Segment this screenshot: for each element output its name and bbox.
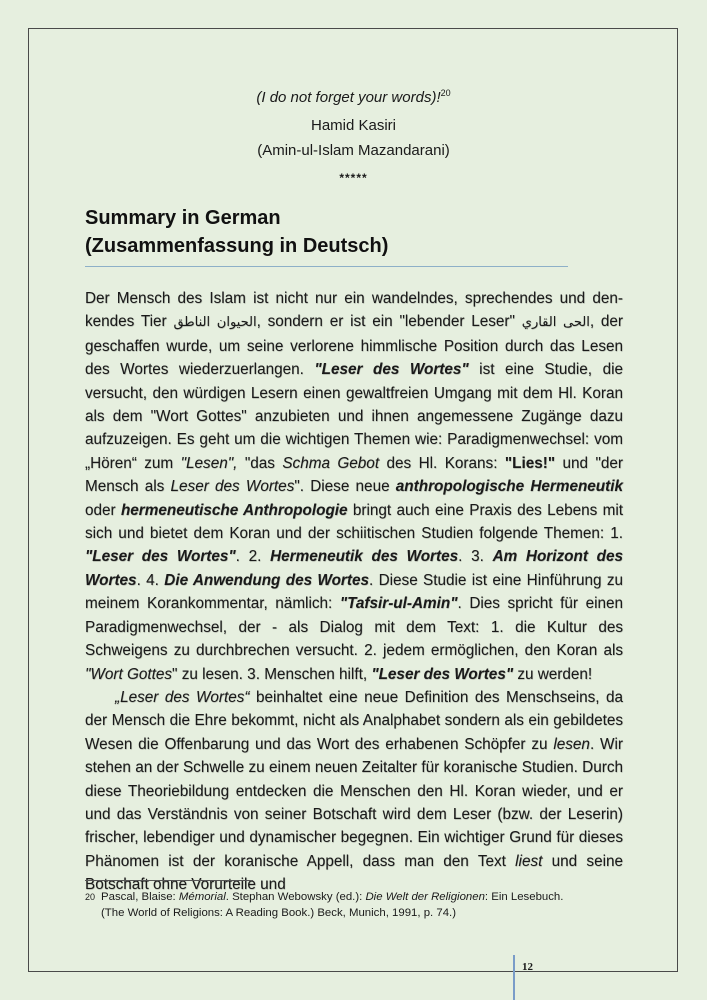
section-heading bbox=[85, 204, 565, 260]
footnote-separator bbox=[85, 880, 253, 881]
epigraph-author: Hamid Kasiri bbox=[310, 117, 397, 134]
page-number: 12 bbox=[522, 961, 533, 973]
footnote-line-2: (The World of Religions: A Reading Book.) Beck, Munich, 1991, p. 74.) bbox=[101, 907, 456, 919]
epigraph-alias: (Amin-ul-Islam Mazandarani) bbox=[257, 142, 450, 159]
paragraph-2: „Leser des Wortes“ beinhaltet eine neue Definition des Menschseins, da der Mensch die Ehre bekommt, nicht als Analphabet sondern als ein gebildetes Wesen die Offenbarung und das Wort des erhabenen Schöpfer zu lesen. Wir stehen an der Schwelle zu einem neuen Zeitalter für koranische Studien. Durch diese Theoriebildung entdecken die Menschen den Hl. Koran wieder, und er und das Verständnis von seiner Botschaft wird dem Leser (bzw. der Leserin) frischer, lebendiger und dynamischer begegnen. Ein wichtiger Grund für dieses Phänomen ist der koranische Appell, dass man den Text liest und seine Botschaft ohne Vorurteile und bbox=[85, 688, 624, 894]
paragraph-1: Der Mensch des Islam ist nicht nur ein wandelndes, sprechendes und denkendes Tier الحيوان الناطق, sondern er ist ein "lebender Leser" الحی القاري, der geschaffen wurde, um seine verlorene himmlische Position durch das Lesen des Wortes wiederzuerlangen. "Leser des Wortes" ist eine Studie, die versucht, den würdigen Lesern einen gewaltfreien Umgang mit dem Hl. Koran als dem "Wort Gottes" anzubieten und ihnen angemessene Zugänge dazu aufzuzeigen. Es geht um die wichtigen Themen wie: Paradigmenwechsel: vom „Hören“ zum "Lesen", "das Schma Gebot des Hl. Korans: "Lies!" und "der Mensch als Leser des Wortes". Diese neue anthropologische Hermeneutik oder hermeneutische Anthropologie bringt auch eine Praxis des Lebens mit sich und bietet dem Koran und der schiitischen Studien folgende Themen: 1. "Leser des Wortes". 2. Hermeneutik des Wortes. 3. Am Horizont des Wortes. 4. Die Anwendung des Wortes. Diese Studie ist eine Hinführung zu meinem Korankommentar, nämlich: "Tafsir-ul-Amin". Dies spricht für einen Paradigmenwechsel, der - als Dialog mit dem Text: 1. die Kultur des Schweigens zu durchbrechen versucht. 2. jedem ermöglichen, den Koran als "Wort Gottes" zu lesen. 3. Menschen hilft, "Leser des Wortes" zu werden! bbox=[85, 290, 624, 683]
section-separator: ***** bbox=[339, 171, 368, 185]
body-text bbox=[85, 287, 623, 897]
footnote-number: 20 bbox=[85, 892, 96, 902]
epigraph-quote: (I do not forget your words)!$^{20}$ bbox=[256, 88, 451, 106]
heading-line-1: Summary in German bbox=[85, 207, 281, 229]
footnote-ref[interactable]: 20 bbox=[440, 88, 451, 98]
heading-underline bbox=[85, 266, 568, 267]
heading-line-2: (Zusammenfassung in Deutsch) bbox=[85, 235, 389, 257]
footnote: $^{20}$ Pascal, Blaise: Mémorial. Stephan Webowsky (ed.): Die Welt der Religionen: Ein Lesebuch. (The World of Religions: A Reading Book.) Beck, Munich, 1991, p. 74.) bbox=[85, 889, 625, 921]
page-number-bar bbox=[513, 955, 515, 1000]
